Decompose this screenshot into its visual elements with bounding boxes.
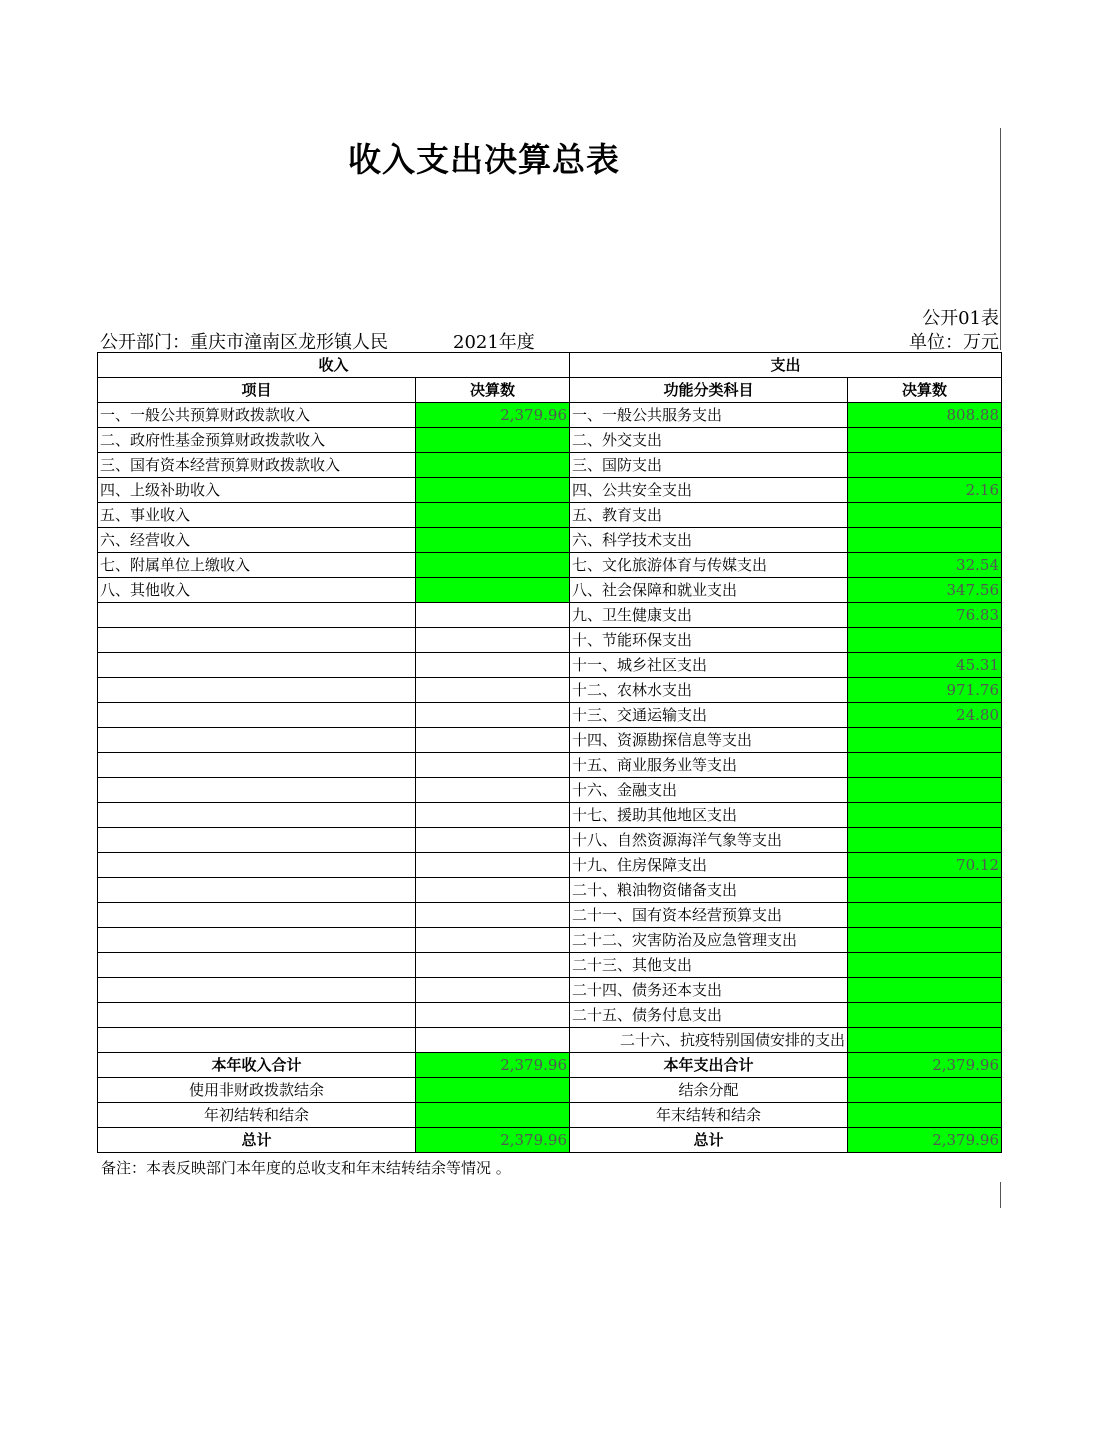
income-value-cell	[416, 878, 570, 903]
expense-item-cell: 二十二、灾害防治及应急管理支出	[570, 928, 848, 953]
income-value-cell	[416, 653, 570, 678]
expense-value-cell	[848, 503, 1002, 528]
income-item-cell	[98, 853, 416, 878]
expense-value-cell	[848, 928, 1002, 953]
income-item-cell	[98, 603, 416, 628]
income-value-cell	[416, 753, 570, 778]
income-value-cell	[416, 478, 570, 503]
income-value-cell	[416, 853, 570, 878]
table-row	[98, 478, 1002, 503]
income-value-cell	[416, 1003, 570, 1028]
income-value-cell	[416, 778, 570, 803]
expense-value-cell	[848, 1003, 1002, 1028]
income-value-cell	[416, 1028, 570, 1053]
income-item-cell: 八、其他收入	[98, 578, 416, 603]
expense-value-cell	[848, 428, 1002, 453]
summary-income-label: 本年收入合计	[98, 1053, 416, 1078]
table-row	[98, 1003, 1002, 1028]
table-row	[98, 503, 1002, 528]
income-value-cell	[416, 703, 570, 728]
income-item-cell	[98, 778, 416, 803]
expense-item-cell: 十五、商业服务业等支出	[570, 753, 848, 778]
expense-value-cell	[848, 803, 1002, 828]
expense-item-cell: 十八、自然资源海洋气象等支出	[570, 828, 848, 853]
income-value-cell	[416, 953, 570, 978]
expense-item-cell: 二十四、债务还本支出	[570, 978, 848, 1003]
expense-value-cell	[848, 878, 1002, 903]
table-row	[98, 928, 1002, 953]
income-value-cell: 2,379.96	[416, 403, 570, 428]
expense-item-cell: 二十六、抗疫特别国债安排的支出	[570, 1028, 848, 1053]
fiscal-year: 2021年度	[453, 332, 535, 353]
income-item-cell	[98, 703, 416, 728]
table-row	[98, 553, 1002, 578]
summary-income-value	[416, 1078, 570, 1103]
expense-value-cell	[848, 728, 1002, 753]
income-value-cell	[416, 978, 570, 1003]
expense-item-cell: 七、文化旅游体育与传媒支出	[570, 553, 848, 578]
expense-value-cell: 2.16	[848, 478, 1002, 503]
table-row	[98, 453, 1002, 478]
table-row	[98, 853, 1002, 878]
table-row	[98, 828, 1002, 853]
income-value-cell	[416, 678, 570, 703]
summary-expense-value: 2,379.96	[848, 1128, 1002, 1153]
expense-value-cell	[848, 453, 1002, 478]
expense-value-cell	[848, 1028, 1002, 1053]
expense-item-cell: 十二、农林水支出	[570, 678, 848, 703]
expense-value-cell	[848, 978, 1002, 1003]
summary-row	[98, 1103, 1002, 1128]
income-item-cell	[98, 903, 416, 928]
summary-expense-label: 本年支出合计	[570, 1053, 848, 1078]
table-section-header	[98, 353, 1002, 378]
table-row	[98, 703, 1002, 728]
income-value-cell	[416, 453, 570, 478]
expense-item-cell: 二十、粮油物资储备支出	[570, 878, 848, 903]
income-item-header: 项目	[98, 378, 416, 403]
expense-item-cell: 三、国防支出	[570, 453, 848, 478]
budget-table	[97, 352, 1002, 1153]
expense-value-cell: 76.83	[848, 603, 1002, 628]
expense-item-cell: 二十五、债务付息支出	[570, 1003, 848, 1028]
table-row	[98, 578, 1002, 603]
expense-value-cell: 24.80	[848, 703, 1002, 728]
income-value-cell	[416, 603, 570, 628]
expense-value-cell	[848, 953, 1002, 978]
right-margin-line-top	[1000, 128, 1001, 350]
summary-expense-label: 年末结转和结余	[570, 1103, 848, 1128]
expense-value-cell: 32.54	[848, 553, 1002, 578]
expense-item-cell: 四、公共安全支出	[570, 478, 848, 503]
income-item-cell	[98, 878, 416, 903]
income-value-cell	[416, 728, 570, 753]
income-item-cell	[98, 728, 416, 753]
summary-income-value: 2,379.96	[416, 1128, 570, 1153]
expense-item-cell: 十三、交通运输支出	[570, 703, 848, 728]
table-row	[98, 753, 1002, 778]
income-amount-header: 决算数	[416, 378, 570, 403]
table-row	[98, 678, 1002, 703]
income-item-cell	[98, 678, 416, 703]
income-value-cell	[416, 428, 570, 453]
income-item-cell: 四、上级补助收入	[98, 478, 416, 503]
income-value-cell	[416, 628, 570, 653]
table-row	[98, 903, 1002, 928]
expense-value-cell	[848, 628, 1002, 653]
summary-row	[98, 1078, 1002, 1103]
income-item-cell	[98, 803, 416, 828]
income-item-cell	[98, 1003, 416, 1028]
expense-item-cell: 十一、城乡社区支出	[570, 653, 848, 678]
expense-value-cell	[848, 903, 1002, 928]
expense-value-cell: 971.76	[848, 678, 1002, 703]
summary-row	[98, 1053, 1002, 1078]
income-item-cell	[98, 1028, 416, 1053]
department-label: 公开部门：重庆市潼南区龙形镇人民	[100, 332, 388, 353]
summary-income-label: 使用非财政拨款结余	[98, 1078, 416, 1103]
form-number: 公开01表	[922, 308, 999, 329]
income-item-cell	[98, 953, 416, 978]
income-item-cell: 五、事业收入	[98, 503, 416, 528]
footnote: 备注：本表反映部门本年度的总收支和年末结转结余等情况 。	[101, 1159, 511, 1177]
expense-value-cell	[848, 753, 1002, 778]
expense-category-header: 功能分类科目	[570, 378, 848, 403]
summary-expense-value	[848, 1103, 1002, 1128]
summary-income-value: 2,379.96	[416, 1053, 570, 1078]
expense-value-cell	[848, 528, 1002, 553]
expense-item-cell: 十、节能环保支出	[570, 628, 848, 653]
expense-item-cell: 十四、资源勘探信息等支出	[570, 728, 848, 753]
table-row	[98, 403, 1002, 428]
table-row	[98, 728, 1002, 753]
income-value-cell	[416, 503, 570, 528]
income-item-cell: 一、一般公共预算财政拨款收入	[98, 403, 416, 428]
summary-income-label: 总计	[98, 1128, 416, 1153]
income-value-cell	[416, 553, 570, 578]
expense-item-cell: 十六、金融支出	[570, 778, 848, 803]
table-row	[98, 878, 1002, 903]
expense-value-cell	[848, 828, 1002, 853]
income-value-cell	[416, 828, 570, 853]
table-row	[98, 778, 1002, 803]
expense-value-cell: 347.56	[848, 578, 1002, 603]
right-margin-line-bottom	[1000, 1182, 1001, 1208]
income-value-cell	[416, 578, 570, 603]
expense-item-cell: 十七、援助其他地区支出	[570, 803, 848, 828]
expense-section-header: 支出	[570, 353, 1002, 378]
summary-expense-value	[848, 1078, 1002, 1103]
income-item-cell	[98, 653, 416, 678]
table-row	[98, 978, 1002, 1003]
expense-item-cell: 十九、住房保障支出	[570, 853, 848, 878]
expense-value-cell: 70.12	[848, 853, 1002, 878]
table-row	[98, 628, 1002, 653]
income-item-cell: 七、附属单位上缴收入	[98, 553, 416, 578]
summary-expense-label: 总计	[570, 1128, 848, 1153]
summary-expense-value: 2,379.96	[848, 1053, 1002, 1078]
expense-value-cell: 808.88	[848, 403, 1002, 428]
expense-item-cell: 五、教育支出	[570, 503, 848, 528]
table-row	[98, 1028, 1002, 1053]
income-item-cell: 六、经营收入	[98, 528, 416, 553]
income-section-header: 收入	[98, 353, 570, 378]
income-item-cell	[98, 978, 416, 1003]
page-title: 收入支出决算总表	[348, 140, 620, 179]
income-item-cell: 三、国有资本经营预算财政拨款收入	[98, 453, 416, 478]
income-value-cell	[416, 928, 570, 953]
income-value-cell	[416, 903, 570, 928]
summary-income-label: 年初结转和结余	[98, 1103, 416, 1128]
expense-amount-header: 决算数	[848, 378, 1002, 403]
income-item-cell	[98, 753, 416, 778]
expense-item-cell: 八、社会保障和就业支出	[570, 578, 848, 603]
table-row	[98, 428, 1002, 453]
table-row	[98, 803, 1002, 828]
table-column-header	[98, 378, 1002, 403]
income-value-cell	[416, 803, 570, 828]
income-item-cell	[98, 828, 416, 853]
expense-item-cell: 二十三、其他支出	[570, 953, 848, 978]
summary-expense-label: 结余分配	[570, 1078, 848, 1103]
table-row	[98, 528, 1002, 553]
table-row	[98, 603, 1002, 628]
income-item-cell	[98, 928, 416, 953]
table-row	[98, 953, 1002, 978]
summary-row	[98, 1128, 1002, 1153]
income-item-cell: 二、政府性基金预算财政拨款收入	[98, 428, 416, 453]
expense-item-cell: 六、科学技术支出	[570, 528, 848, 553]
expense-value-cell	[848, 778, 1002, 803]
expense-item-cell: 九、卫生健康支出	[570, 603, 848, 628]
income-item-cell	[98, 628, 416, 653]
unit-label: 单位：万元	[909, 332, 999, 353]
expense-value-cell: 45.31	[848, 653, 1002, 678]
income-value-cell	[416, 528, 570, 553]
expense-item-cell: 二、外交支出	[570, 428, 848, 453]
expense-item-cell: 一、一般公共服务支出	[570, 403, 848, 428]
table-row	[98, 653, 1002, 678]
summary-income-value	[416, 1103, 570, 1128]
expense-item-cell: 二十一、国有资本经营预算支出	[570, 903, 848, 928]
